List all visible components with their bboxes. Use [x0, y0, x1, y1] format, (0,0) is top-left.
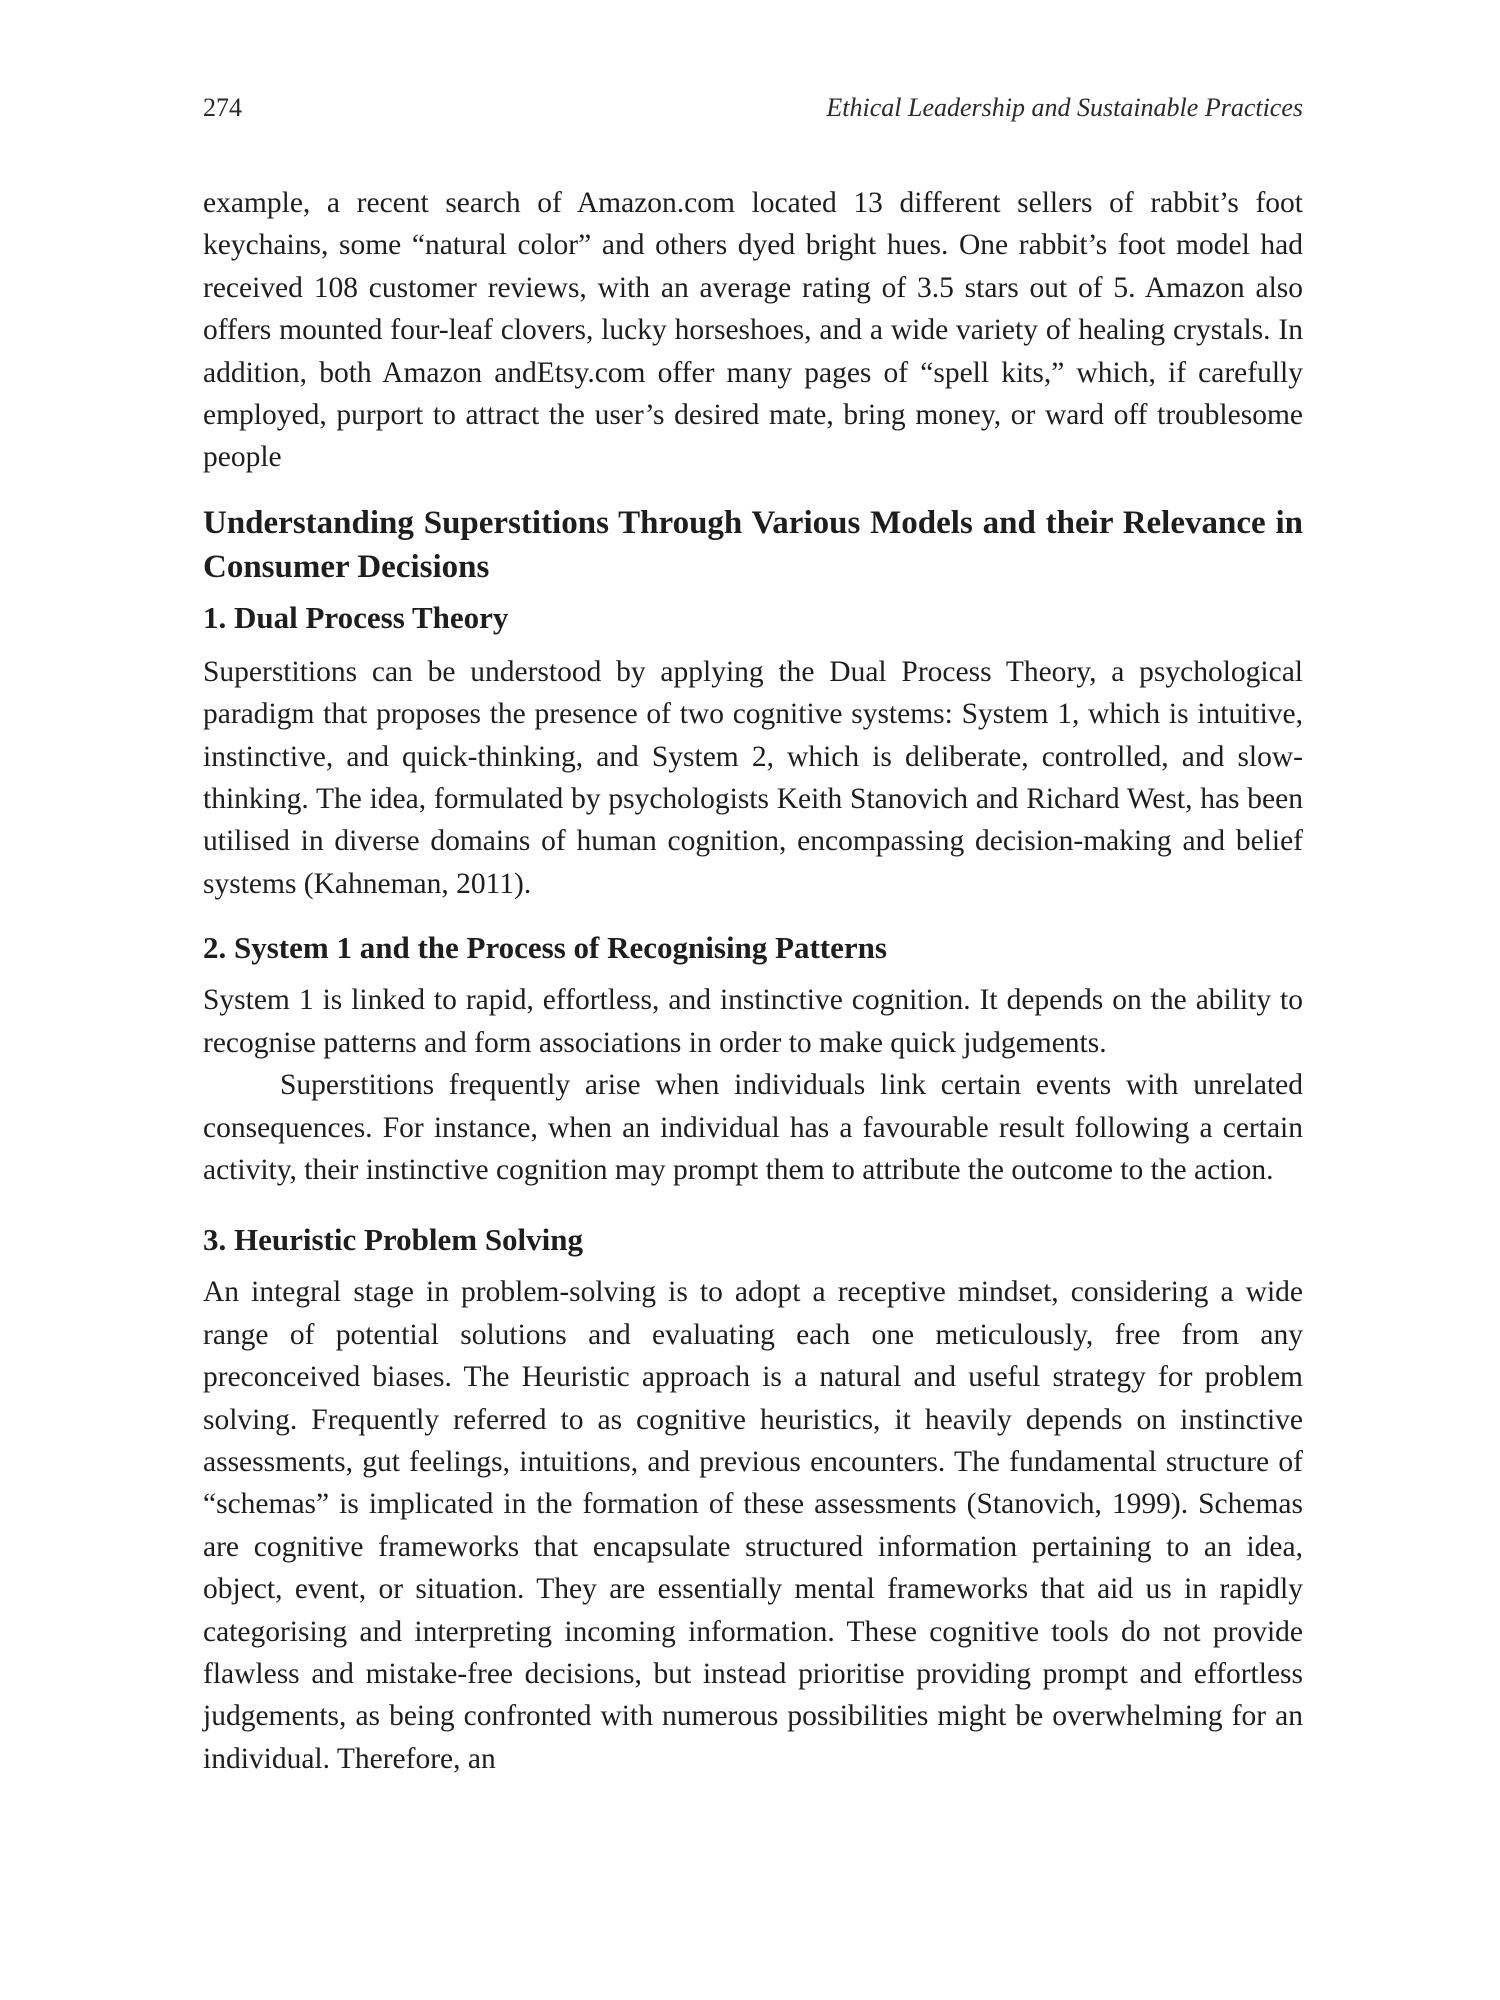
book-page: [203, 88, 1303, 1780]
page-number: 274: [203, 93, 242, 122]
paragraph-system-1: System 1 is linked to rapid, effortless, and instinctive cognition. It depends on the ability to recognise patterns and form associations in order to make quick judgements.: [203, 984, 1303, 1059]
section-heading-heuristic-problem-solving: 3. Heuristic Problem Solving: [203, 1222, 584, 1258]
running-title: Ethical Leadership and Sustainable Practices: [826, 93, 1303, 122]
paragraph-superstitions-arise: Superstitions frequently arise when individuals link certain events with unrelated consequences. For instance, when an individual has a favourable result following a certain activity, their instinctive cognition may prompt them to attribute the outcome to the action.: [203, 1069, 1303, 1186]
section-heading-dual-process-theory: 1. Dual Process Theory: [203, 599, 509, 635]
paragraph-dual-process-theory: Superstitions can be understood by applying the Dual Process Theory, a psychological paradigm that proposes the presence of two cognitive systems: System 1, which is intuitive, instinctive, and quick-thinking, and System 2, which is deliberate, controlled, and slow-thinking. The idea, formulated by psychologists Keith Stanovich and Richard West, has been utilised in diverse domains of human cognition, encompassing decision-making and belief systems (Kahneman, 2011).: [203, 655, 1303, 900]
paragraph-heuristic-problem-solving: An integral stage in problem-solving is to adopt a receptive mindset, considering a wide range of potential solutions and evaluating each one meticulously, free from any preconceived biases. The Heuristic approach is a natural and useful strategy for problem solving. Frequently referred to as cognitive heuristics, it heavily depends on instinctive assessments, gut feelings, intuitions, and previous encounters. The fundamental structure of “schemas” is implicated in the formation of these assessments (Stanovich, 1999). Schemas are cognitive frameworks that encapsulate structured information pertaining to an idea, object, event, or situation. They are essentially mental frameworks that aid us in rapidly categorising and interpreting incoming information. These cognitive tools do not provide flawless and mistake-free decisions, but instead prioritise providing prompt and effortless judgements, as being confronted with numerous possibilities might be overwhelming for an individual. Therefore, an: [203, 1276, 1303, 1775]
intro-paragraph: example, a recent search of Amazon.com located 13 different sellers of rabbit’s foot keychains, some “natural color” and others dyed bright hues. One rabbit’s foot model had received 108 customer reviews, with an average rating of 3.5 stars out of 5. Amazon also offers mounted four-leaf clovers, lucky horseshoes, and a wide variety of healing crystals. In addition, both Amazon andEtsy.com offer many pages of “spell kits,” which, if carefully employed, purport to attract the user’s desired mate, bring money, or ward off troublesome people: [203, 187, 1303, 474]
running-head: [203, 88, 1303, 128]
section-heading-system-1: 2. System 1 and the Process of Recognising Patterns: [203, 930, 887, 966]
section-main-heading: Understanding Superstitions Through Various Models and their Relevance in Consumer Decisions: [203, 504, 1303, 585]
page-content: [203, 182, 1303, 1780]
